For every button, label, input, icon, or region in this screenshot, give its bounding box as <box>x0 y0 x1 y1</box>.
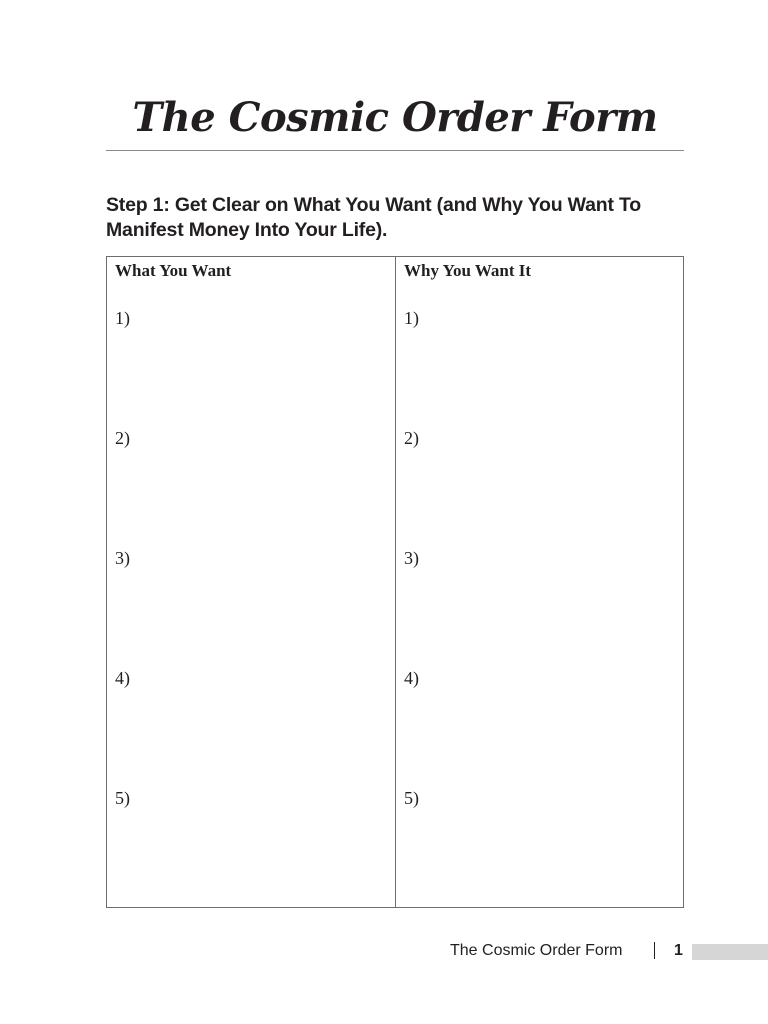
why-you-want-it-entry-5[interactable]: 5) <box>404 788 419 808</box>
why-you-want-it-column <box>396 257 683 907</box>
footer-separator <box>654 942 655 959</box>
what-you-want-entry-1[interactable]: 1) <box>115 308 130 328</box>
what-you-want-entry-4[interactable]: 4) <box>115 668 130 688</box>
what-you-want-header: What You Want <box>115 261 232 280</box>
page-title: The Cosmic Order Form <box>132 94 658 141</box>
what-you-want-column <box>107 257 396 907</box>
page-number: 1 <box>674 942 683 959</box>
why-you-want-it-entry-3[interactable]: 3) <box>404 548 419 568</box>
title-divider <box>106 150 684 151</box>
why-you-want-it-entry-4[interactable]: 4) <box>404 668 419 688</box>
footer-accent-bar <box>692 944 768 960</box>
why-you-want-it-entry-2[interactable]: 2) <box>404 428 419 448</box>
order-form-table <box>106 256 684 908</box>
step-heading: Step 1: Get Clear on What You Want (and Why You Want To Manifest Money Into Your Life). <box>106 194 641 241</box>
what-you-want-entry-3[interactable]: 3) <box>115 548 130 568</box>
why-you-want-it-entry-1[interactable]: 1) <box>404 308 419 328</box>
footer-title: The Cosmic Order Form <box>450 942 623 959</box>
what-you-want-entry-5[interactable]: 5) <box>115 788 130 808</box>
what-you-want-entry-2[interactable]: 2) <box>115 428 130 448</box>
why-you-want-it-header: Why You Want It <box>404 261 532 280</box>
